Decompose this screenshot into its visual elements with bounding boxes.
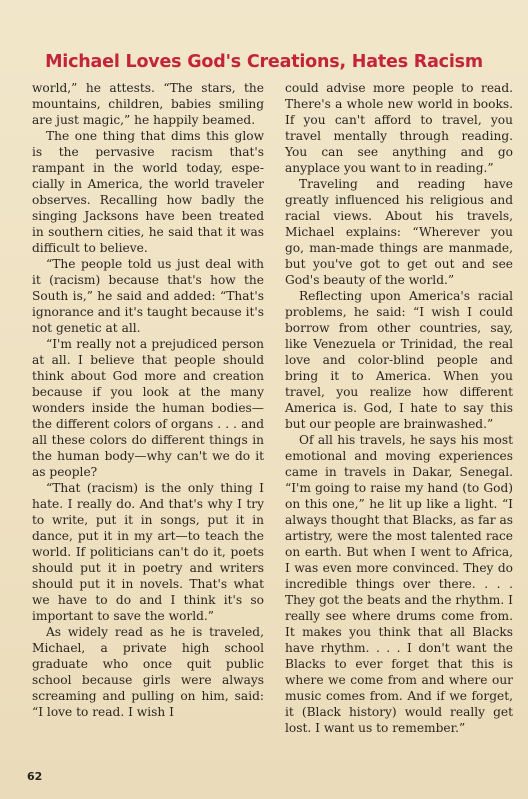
- paragraph: world,” he attests. “The stars, the mountains, children, babies smiling are just magic,” he happily beamed.: [32, 81, 264, 127]
- right-column: [285, 80, 513, 736]
- paragraph: As widely read as he is traveled, Michael, a private high school graduate who once quit public school because girls were always screaming and pulling on him, said: “I love to read. I wish I: [32, 625, 264, 719]
- paragraph: could advise more people to read. There's a whole new world in books. If you can't afford to travel, you travel mentally through reading. You can see anything and go anyplace you want to in reading.”: [285, 81, 513, 175]
- paragraph: “That (racism) is the only thing I hate. I really do. And that's why I try to write, put it in songs, put it in dance, put it in my art—to teach the world. If politicians can't do it, poets should put it in poetry and writers should put it in novels. That's what we have to do and I think it's so important to save the world.”: [32, 481, 264, 623]
- paragraph: Traveling and reading have greatly influenced his religious and racial views. About his travels, Michael explains: “Wherever you go, man-made things are manmade, but you've got to get out and see God's beauty of the world.”: [285, 177, 513, 287]
- paragraph: The one thing that dims this glow is the pervasive racism that's rampant in the world today, especially in America, the world traveler observes. Recalling how badly the singing Jacksons have been treated in southern cities, he said that it was difficult to believe.: [32, 129, 264, 255]
- paragraph: “The people told us just deal with it (racism) because that's how the South is,” he said and added: “That's ignorance and it's taught because it's not genetic at all.: [32, 257, 264, 335]
- page-number: 62: [27, 770, 43, 783]
- paragraph: Of all his travels, he says his most emotional and moving experiences came in travels in Dakar, Senegal. “I'm going to raise my hand (to God) on this one,” he lit up like a light. “I always thought that Blacks, as far as artistry, were the most talented race on earth. But when I went to Africa, I was even more convinced. They do incredible things over there. . . . They got the beats and the rhythm. I really see where drums come from. It makes you think that all Blacks have rhythm. . . . I don't want the Blacks to ever forget that this is where we come from and where our music comes from. And if we forget, it (Black history) would really get lost. I want us to remember.”: [285, 433, 513, 735]
- left-column: [32, 80, 264, 720]
- paragraph: Reflecting upon America's racial problems, he said: “I wish I could borrow from other countries, say, like Venezuela or Trinidad, the real love and color-blind people and bring it to America. When you travel, you realize how different America is. God, I hate to say this but our people are brainwashed.”: [285, 289, 513, 431]
- article-headline: Michael Loves God's Creations, Hates Racism: [45, 52, 483, 72]
- paragraph: “I'm really not a prejudiced person at all. I believe that people should think about God more and creation because if you look at the many wonders inside the human bodies—the different colors of organs . . . and all these colors do different things in the human body—why can't we do it as people?: [32, 337, 264, 479]
